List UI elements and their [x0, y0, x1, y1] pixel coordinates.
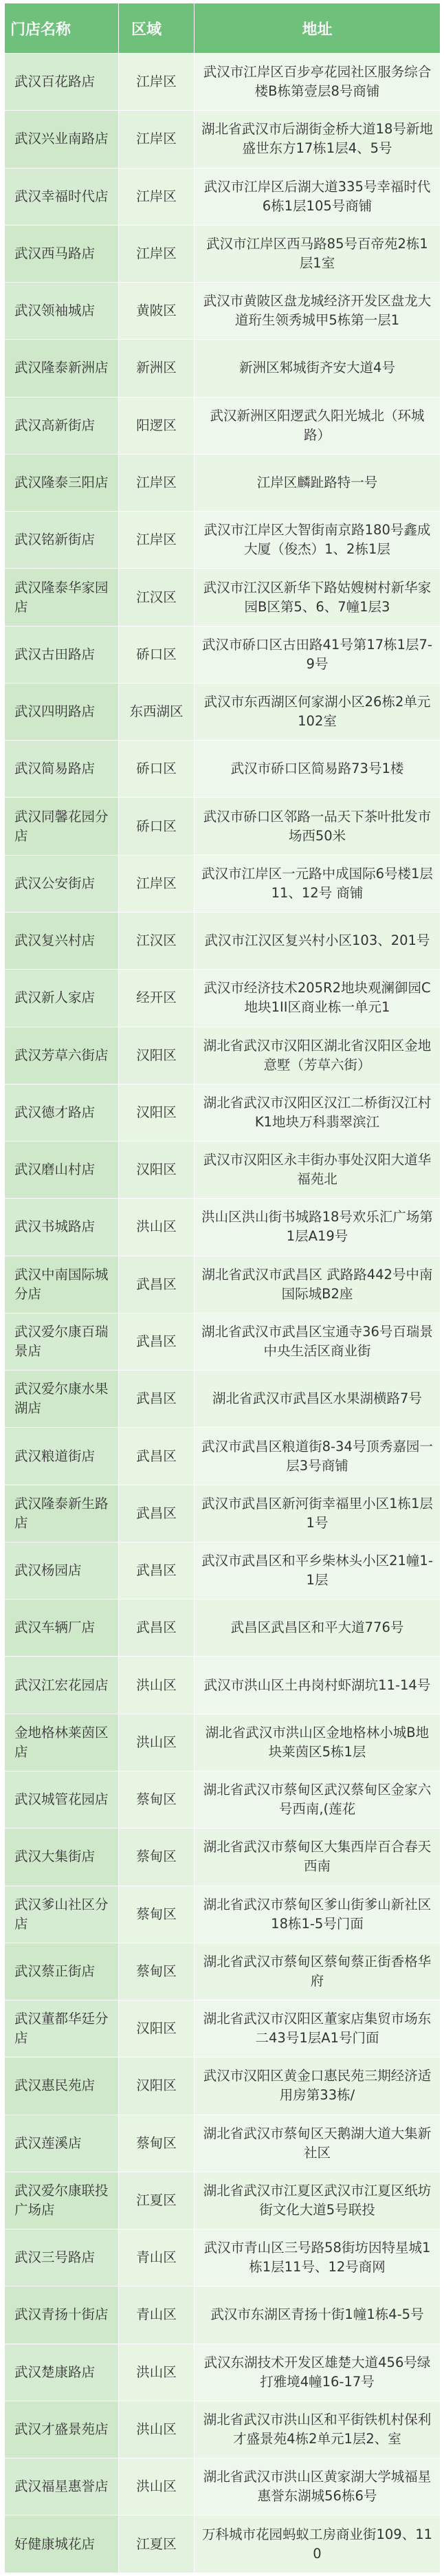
area-cell: 江夏区 — [119, 2515, 195, 2573]
table-row — [5, 1199, 441, 1256]
address-cell: 湖北省武汉市洪山区和平街铁机村保利才盛景苑4栋2单元1层2、室 — [195, 2401, 441, 2458]
area-cell: 蔡甸区 — [119, 2115, 195, 2172]
store-name-cell: 武汉古田路店 — [5, 626, 119, 683]
table-row — [5, 1428, 441, 1485]
store-name-cell: 武汉董都华廷分店 — [5, 2000, 119, 2057]
address-cell: 武汉市经济技术205R2地块观澜御园C地块1II区商业栋一单元1 — [195, 970, 441, 1027]
store-name-cell: 金地格林莱茵区店 — [5, 1714, 119, 1771]
address-cell: 武汉市江岸区百步亭花园社区服务综合楼B栋第壹层8号商铺 — [195, 54, 441, 111]
table-row — [5, 912, 441, 969]
header-address: 地址 — [195, 3, 441, 54]
store-name-cell: 武汉新人家店 — [5, 970, 119, 1027]
store-name-cell: 武汉铭新街店 — [5, 512, 119, 569]
table-row — [5, 1657, 441, 1714]
address-cell: 万科城市花园蚂蚁工房商业街109、110 — [195, 2515, 441, 2573]
area-cell: 武昌区 — [119, 1371, 195, 1428]
store-name-cell: 武汉粮道街店 — [5, 1428, 119, 1485]
address-cell: 湖北省武汉市武昌区 武路路442号中南国际城B2座 — [195, 1256, 441, 1313]
store-name-cell: 武汉才盛景苑店 — [5, 2401, 119, 2458]
header-store-name: 门店名称 — [5, 3, 119, 54]
area-cell: 阳逻区 — [119, 397, 195, 454]
store-name-cell: 武汉莲溪店 — [5, 2115, 119, 2172]
area-cell: 江岸区 — [119, 454, 195, 511]
area-cell: 江岸区 — [119, 54, 195, 111]
table-row — [5, 2057, 441, 2115]
store-name-cell: 武汉福星惠誉店 — [5, 2458, 119, 2515]
area-cell: 江岸区 — [119, 855, 195, 912]
address-cell: 湖北省武汉市蔡甸区蔡甸蔡正街香格华府 — [195, 1943, 441, 2000]
table-row — [5, 683, 441, 740]
store-name-cell: 武汉蔡正街店 — [5, 1943, 119, 2000]
address-cell: 湖北省武汉市洪山区黄家湖大学城福星惠誉东湖城56栋6号 — [195, 2458, 441, 2515]
area-cell: 武昌区 — [119, 1600, 195, 1657]
table-row — [5, 1886, 441, 1943]
table-row — [5, 225, 441, 282]
area-cell: 青山区 — [119, 2229, 195, 2286]
table-row — [5, 970, 441, 1027]
area-cell: 江汉区 — [119, 569, 195, 626]
address-cell: 武汉市东西湖区何家湖小区26栋2单元102室 — [195, 683, 441, 740]
area-cell: 江汉区 — [119, 912, 195, 969]
table-row — [5, 512, 441, 569]
area-cell: 汉阳区 — [119, 1084, 195, 1141]
table-row — [5, 741, 441, 798]
store-name-cell: 武汉四明路店 — [5, 683, 119, 740]
table-row — [5, 1027, 441, 1084]
store-name-cell: 好健康城花店 — [5, 2515, 119, 2573]
store-name-cell: 武汉芳草六街店 — [5, 1027, 119, 1084]
area-cell: 汉阳区 — [119, 1027, 195, 1084]
table-row — [5, 1771, 441, 1828]
area-cell: 洪山区 — [119, 1657, 195, 1714]
header-row — [5, 3, 441, 54]
table-row — [5, 54, 441, 111]
store-name-cell: 武汉磨山村店 — [5, 1142, 119, 1199]
address-cell: 武汉市黄陂区盘龙城经济开发区盘龙大道珩生领秀城甲5栋第一层1 — [195, 283, 441, 340]
table-row — [5, 1829, 441, 1886]
table-row — [5, 2172, 441, 2229]
area-cell: 经开区 — [119, 970, 195, 1027]
store-name-cell: 武汉爹山社区分店 — [5, 1886, 119, 1943]
area-cell: 武昌区 — [119, 1256, 195, 1313]
store-name-cell: 武汉惠民苑店 — [5, 2057, 119, 2115]
address-cell: 湖北省武汉市武昌区宝通寺36号百瑞景中央生活区商业街 — [195, 1313, 441, 1370]
table-row — [5, 1313, 441, 1370]
store-name-cell: 武汉书城路店 — [5, 1199, 119, 1256]
area-cell: 武昌区 — [119, 1428, 195, 1485]
address-cell: 湖北省武汉市蔡甸区天鹅湖大道大集新社区 — [195, 2115, 441, 2172]
address-cell: 湖北省武汉市洪山区金地格林小城B地块莱茵区5栋1层 — [195, 1714, 441, 1771]
table-row — [5, 1084, 441, 1141]
address-cell: 湖北省武汉市汉阳区汉江二桥街汉江村K1地块万科翡翠滨江 — [195, 1084, 441, 1141]
address-cell: 武汉市江岸区西马路85号百帝苑2栋1层1室 — [195, 225, 441, 282]
table-row — [5, 2115, 441, 2172]
table-row — [5, 340, 441, 397]
table-row — [5, 2344, 441, 2401]
table-row — [5, 569, 441, 626]
store-name-cell: 武汉幸福时代店 — [5, 168, 119, 225]
store-name-cell: 武汉同馨花园分店 — [5, 798, 119, 855]
store-name-cell: 武汉百花路店 — [5, 54, 119, 111]
store-name-cell: 武汉隆泰三阳店 — [5, 454, 119, 511]
address-cell: 武汉市江岸区大智街南京路180号鑫成大厦（俊杰）1、2栋1层 — [195, 512, 441, 569]
store-name-cell: 武汉德才路店 — [5, 1084, 119, 1141]
store-name-cell: 武汉隆泰新洲店 — [5, 340, 119, 397]
store-name-cell: 武汉爱尔康百瑞景店 — [5, 1313, 119, 1370]
store-name-cell: 武汉城管花园店 — [5, 1771, 119, 1828]
table-row — [5, 2458, 441, 2515]
store-name-cell: 武汉复兴村店 — [5, 912, 119, 969]
table-row — [5, 1142, 441, 1199]
table-row — [5, 454, 441, 511]
table-row — [5, 1600, 441, 1657]
area-cell: 江岸区 — [119, 111, 195, 168]
area-cell: 蔡甸区 — [119, 1943, 195, 2000]
address-cell: 湖北省武汉市武昌区水果湖横路7号 — [195, 1371, 441, 1428]
store-name-cell: 武汉西马路店 — [5, 225, 119, 282]
store-name-cell: 武汉青扬十街店 — [5, 2286, 119, 2344]
store-name-cell: 武汉简易路店 — [5, 741, 119, 798]
area-cell: 洪山区 — [119, 2401, 195, 2458]
table-row — [5, 1485, 441, 1542]
store-name-cell: 武汉隆泰华家园店 — [5, 569, 119, 626]
address-cell: 武汉市硚口区简易路73号1楼 — [195, 741, 441, 798]
store-name-cell: 武汉大集街店 — [5, 1829, 119, 1886]
area-cell: 硚口区 — [119, 741, 195, 798]
area-cell: 汉阳区 — [119, 1142, 195, 1199]
address-cell: 武汉市武昌区和平乡柴林头小区21幢1-1层 — [195, 1542, 441, 1599]
area-cell: 汉阳区 — [119, 2057, 195, 2115]
table-row — [5, 626, 441, 683]
address-cell: 武汉市江汉区新华下路姑嫂树村新华家园B区第5、6、7幢1层3 — [195, 569, 441, 626]
address-cell: 武汉市东湖区青扬十街1幢1栋4-5号 — [195, 2286, 441, 2344]
address-cell: 武汉市硚口区邻路一品天下茶叶批发市场西50米 — [195, 798, 441, 855]
area-cell: 武昌区 — [119, 1542, 195, 1599]
table-row — [5, 855, 441, 912]
table-row — [5, 1256, 441, 1313]
area-cell: 洪山区 — [119, 1199, 195, 1256]
area-cell: 江岸区 — [119, 168, 195, 225]
table-row — [5, 168, 441, 225]
address-cell: 湖北省武汉市汉阳区董家店集贸市场东二43号1层A1号门面 — [195, 2000, 441, 2057]
area-cell: 洪山区 — [119, 2458, 195, 2515]
address-cell: 武汉市洪山区土冉岗村虾湖坑11-14号 — [195, 1657, 441, 1714]
address-cell: 湖北省武汉市汉阳区湖北省汉阳区金地意墅（芳草六街） — [195, 1027, 441, 1084]
area-cell: 蔡甸区 — [119, 1771, 195, 1828]
address-cell: 武汉市汉阳区黄金口惠民苑三期经济适用房第33栋/ — [195, 2057, 441, 2115]
area-cell: 洪山区 — [119, 2344, 195, 2401]
address-cell: 武汉东湖技术开发区雄楚大道456号绿打雅境4幢16-17号 — [195, 2344, 441, 2401]
area-cell: 硚口区 — [119, 798, 195, 855]
address-cell: 武昌区武昌区和平大道776号 — [195, 1600, 441, 1657]
address-cell: 洪山区洪山街书城路18号欢乐汇广场第1层A19号 — [195, 1199, 441, 1256]
store-name-cell: 武汉隆泰新生路店 — [5, 1485, 119, 1542]
table-row — [5, 2000, 441, 2057]
table-row — [5, 397, 441, 454]
table-row — [5, 1542, 441, 1599]
store-name-cell: 武汉高新街店 — [5, 397, 119, 454]
area-cell: 江夏区 — [119, 2172, 195, 2229]
table-row — [5, 111, 441, 168]
address-cell: 武汉市江汉区复兴村小区103、201号 — [195, 912, 441, 969]
address-cell: 武汉市青山区三号路58街坊因特星城1栋1层11号、12号商网 — [195, 2229, 441, 2286]
area-cell: 江岸区 — [119, 512, 195, 569]
store-name-cell: 武汉领袖城店 — [5, 283, 119, 340]
address-cell: 江岸区麟趾路特一号 — [195, 454, 441, 511]
table-row — [5, 798, 441, 855]
address-cell: 武汉市武昌区新河街幸福里小区1栋1层1号 — [195, 1485, 441, 1542]
store-name-cell: 武汉楚康路店 — [5, 2344, 119, 2401]
area-cell: 新洲区 — [119, 340, 195, 397]
address-cell: 武汉市江岸区一元路中成国际6号楼1层11、12号 商铺 — [195, 855, 441, 912]
area-cell: 青山区 — [119, 2286, 195, 2344]
table-row — [5, 1714, 441, 1771]
table-header — [5, 3, 441, 54]
area-cell: 蔡甸区 — [119, 1886, 195, 1943]
address-cell: 湖北省武汉市蔡甸区大集西岸百合春天西南 — [195, 1829, 441, 1886]
address-cell: 武汉新洲区阳逻武久阳光城北（环城路） — [195, 397, 441, 454]
table-row — [5, 2515, 441, 2573]
table-row — [5, 1371, 441, 1428]
address-cell: 新洲区邾城街齐安大道4号 — [195, 340, 441, 397]
store-name-cell: 武汉爱尔康水果湖店 — [5, 1371, 119, 1428]
address-cell: 武汉市武昌区粮道街8-34号顶秀嘉园一层3号商铺 — [195, 1428, 441, 1485]
table-body — [5, 54, 441, 2573]
area-cell: 洪山区 — [119, 1714, 195, 1771]
area-cell: 蔡甸区 — [119, 1829, 195, 1886]
table-row — [5, 2286, 441, 2344]
table-row — [5, 283, 441, 340]
area-cell: 江岸区 — [119, 225, 195, 282]
header-area: 区域 — [119, 3, 195, 54]
table-row — [5, 2229, 441, 2286]
area-cell: 硚口区 — [119, 626, 195, 683]
store-name-cell: 武汉江宏花园店 — [5, 1657, 119, 1714]
area-cell: 武昌区 — [119, 1313, 195, 1370]
address-cell: 武汉市汉阳区永丰街办事处汉阳大道华福苑北 — [195, 1142, 441, 1199]
store-name-cell: 武汉三号路店 — [5, 2229, 119, 2286]
store-name-cell: 武汉兴业南路店 — [5, 111, 119, 168]
store-name-cell: 武汉中南国际城分店 — [5, 1256, 119, 1313]
area-cell: 武昌区 — [119, 1485, 195, 1542]
store-name-cell: 武汉爱尔康联投广场店 — [5, 2172, 119, 2229]
address-cell: 湖北省武汉市江夏区武汉市江夏区纸坊街文化大道5号联投 — [195, 2172, 441, 2229]
address-cell: 武汉市江岸区后湖大道335号幸福时代6栋1层105号商铺 — [195, 168, 441, 225]
store-name-cell: 武汉公安街店 — [5, 855, 119, 912]
address-cell: 武汉市硚口区古田路41号第17栋1层7-9号 — [195, 626, 441, 683]
address-cell: 湖北省武汉市后湖街金桥大道18号新地盛世东方17栋1层4、5号 — [195, 111, 441, 168]
store-table — [4, 3, 441, 2573]
table-row — [5, 1943, 441, 2000]
table-row — [5, 2401, 441, 2458]
area-cell: 汉阳区 — [119, 2000, 195, 2057]
area-cell: 黄陂区 — [119, 283, 195, 340]
store-name-cell: 武汉车辆厂店 — [5, 1600, 119, 1657]
address-cell: 湖北省武汉市蔡甸区武汉蔡甸区金家六号西南,(莲花 — [195, 1771, 441, 1828]
address-cell: 湖北省武汉市蔡甸区爹山街爹山新社区18栋1-5号门面 — [195, 1886, 441, 1943]
store-name-cell: 武汉杨园店 — [5, 1542, 119, 1599]
area-cell: 东西湖区 — [119, 683, 195, 740]
